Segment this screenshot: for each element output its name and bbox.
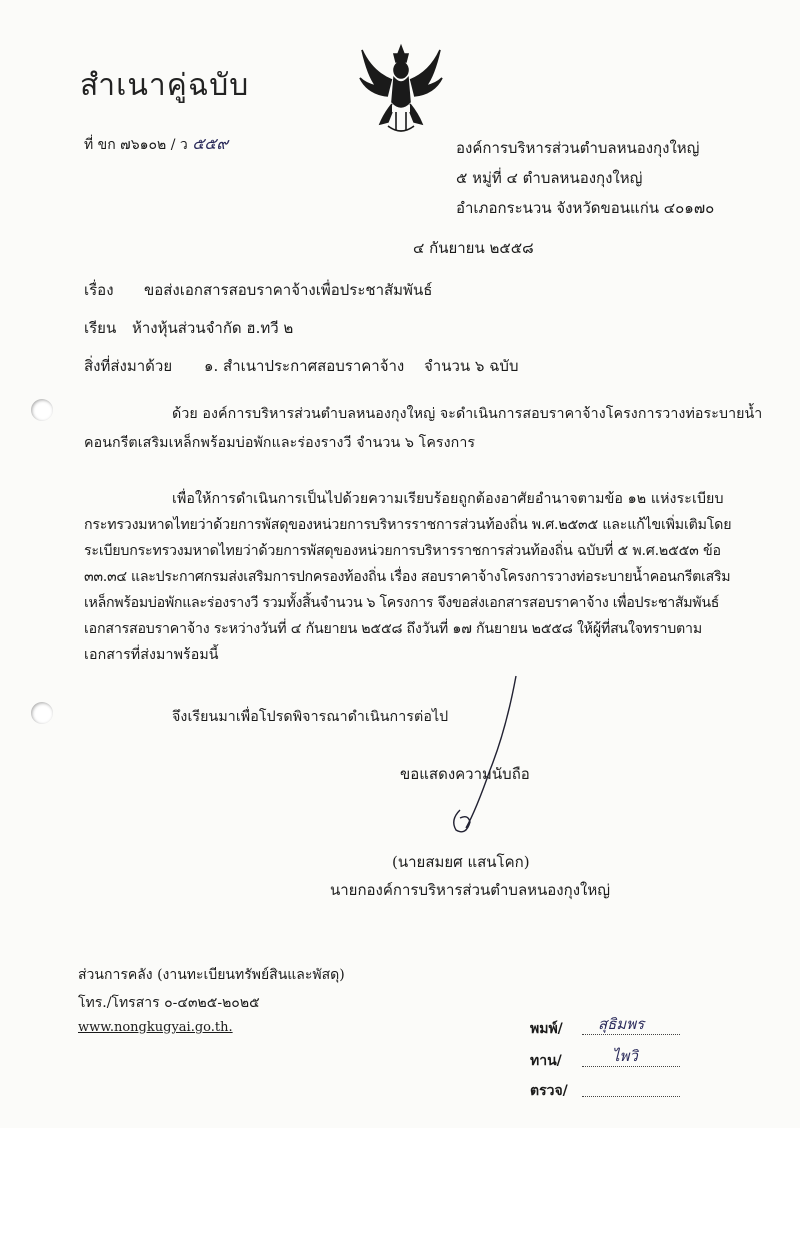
recipient-label: เรียน <box>84 319 117 337</box>
signature-icon <box>420 670 530 850</box>
paragraph-line: เพื่อให้การดำเนินการเป็นไปด้วยความเรียบร้อยถูกต้องอาศัยอำนาจตามข้อ ๑๒ แห่งระเบียบ <box>172 491 724 507</box>
enclosure-item: ๑. สำเนาประกาศสอบราคาจ้าง <box>204 357 405 375</box>
punch-hole <box>31 399 53 421</box>
subject-text: ขอส่งเอกสารสอบราคาจ้างเพื่อประชาสัมพันธ์ <box>144 281 433 299</box>
paragraph-line: ระเบียบกระทรวงมหาดไทยว่าด้วยการพัสดุของหน่วยการบริหารราชการส่วนท้องถิ่น ฉบับที่ ๕ พ.ศ.๒๕๕๓ ข้อ <box>84 543 721 559</box>
initial-handwritten: ไพวิ <box>612 1047 638 1065</box>
initial-label-checked: ตรวจ/ <box>530 1083 568 1099</box>
paragraph-line: ๓๓.๓๔ และประกาศกรมส่งเสริมการปกครองท้องถิ่น เรื่อง สอบราคาจ้างโครงการวางท่อระบายน้ำคอนกรีตเสริม <box>84 569 731 585</box>
reference-number-printed: ที่ ขก ๗๖๑๐๒ / ว <box>84 137 193 153</box>
reference-number <box>84 132 228 157</box>
initial-label-reviewed: ทาน/ <box>530 1053 562 1069</box>
letter-date: ๔ กันยายน ๒๕๕๘ <box>413 239 534 257</box>
org-address-line: ๕ หมู่ที่ ๔ ตำบลหนองกุงใหญ่ <box>456 169 643 187</box>
paragraph-line: กระทรวงมหาดไทยว่าด้วยการพัสดุของหน่วยการบริหารราชการส่วนท้องถิ่น พ.ศ.๒๕๓๕ และแก้ไขเพิ่มเติมโดย <box>84 517 732 533</box>
recipient-text: ห้างหุ้นส่วนจำกัด ฮ.ทวี ๒ <box>132 319 294 337</box>
punch-hole <box>31 702 53 724</box>
paragraph-line: เอกสารสอบราคาจ้าง ระหว่างวันที่ ๔ กันยายน ๒๕๕๘ ถึงวันที่ ๑๗ กันยายน ๒๕๕๘ ให้ผู้ที่สนใจทราบตาม <box>84 621 702 637</box>
signer-name: (นายสมยศ แสนโคก) <box>392 853 530 871</box>
enclosure-quantity: จำนวน ๖ ฉบับ <box>424 357 519 375</box>
phone-fax: โทร./โทรสาร ๐-๔๓๒๕-๒๐๒๕ <box>78 995 260 1011</box>
paragraph-line: ด้วย องค์การบริหารส่วนตำบลหนองกุงใหญ่ จะดำเนินการสอบราคาจ้างโครงการวางท่อระบายน้ำ <box>172 406 763 422</box>
initial-label-typed: พมพ์/ <box>530 1021 563 1037</box>
department: ส่วนการคลัง (งานทะเบียนทรัพย์สินและพัสดุ) <box>78 967 345 983</box>
copy-stamp: สำเนาคู่ฉบับ <box>80 68 250 103</box>
paragraph-line: เหล็กพร้อมบ่อพักและร่องรางวี รวมทั้งสิ้นจำนวน ๖ โครงการ จึงขอส่งเอกสารสอบราคาจ้าง เพื่อประชาสัมพันธ์ <box>84 595 720 611</box>
org-name: องค์การบริหารส่วนตำบลหนองกุงใหญ่ <box>456 139 700 157</box>
reference-number-handwritten: ๕๕๙ <box>192 134 229 153</box>
garuda-emblem-icon <box>358 42 444 138</box>
closing-phrase: ขอแสดงความนับถือ <box>400 765 530 783</box>
paragraph-line: คอนกรีตเสริมเหล็กพร้อมบ่อพักและร่องรางวี จำนวน ๖ โครงการ <box>84 435 476 451</box>
initial-line <box>582 1096 680 1097</box>
enclosure-label: สิ่งที่ส่งมาด้วย <box>84 357 173 375</box>
paragraph-line: เอกสารที่ส่งมาพร้อมนี้ <box>84 647 219 663</box>
subject-label: เรื่อง <box>84 281 114 299</box>
initial-handwritten: สุธิมพร <box>598 1015 645 1033</box>
website-link[interactable]: www.nongkugyai.go.th. <box>78 1020 233 1035</box>
signer-title: นายกองค์การบริหารส่วนตำบลหนองกุงใหญ่ <box>330 881 611 899</box>
org-address-line: อำเภอกระนวน จังหวัดขอนแก่น ๔๐๑๗๐ <box>456 199 715 217</box>
closing-request: จึงเรียนมาเพื่อโปรดพิจารณาดำเนินการต่อไป <box>172 709 449 725</box>
